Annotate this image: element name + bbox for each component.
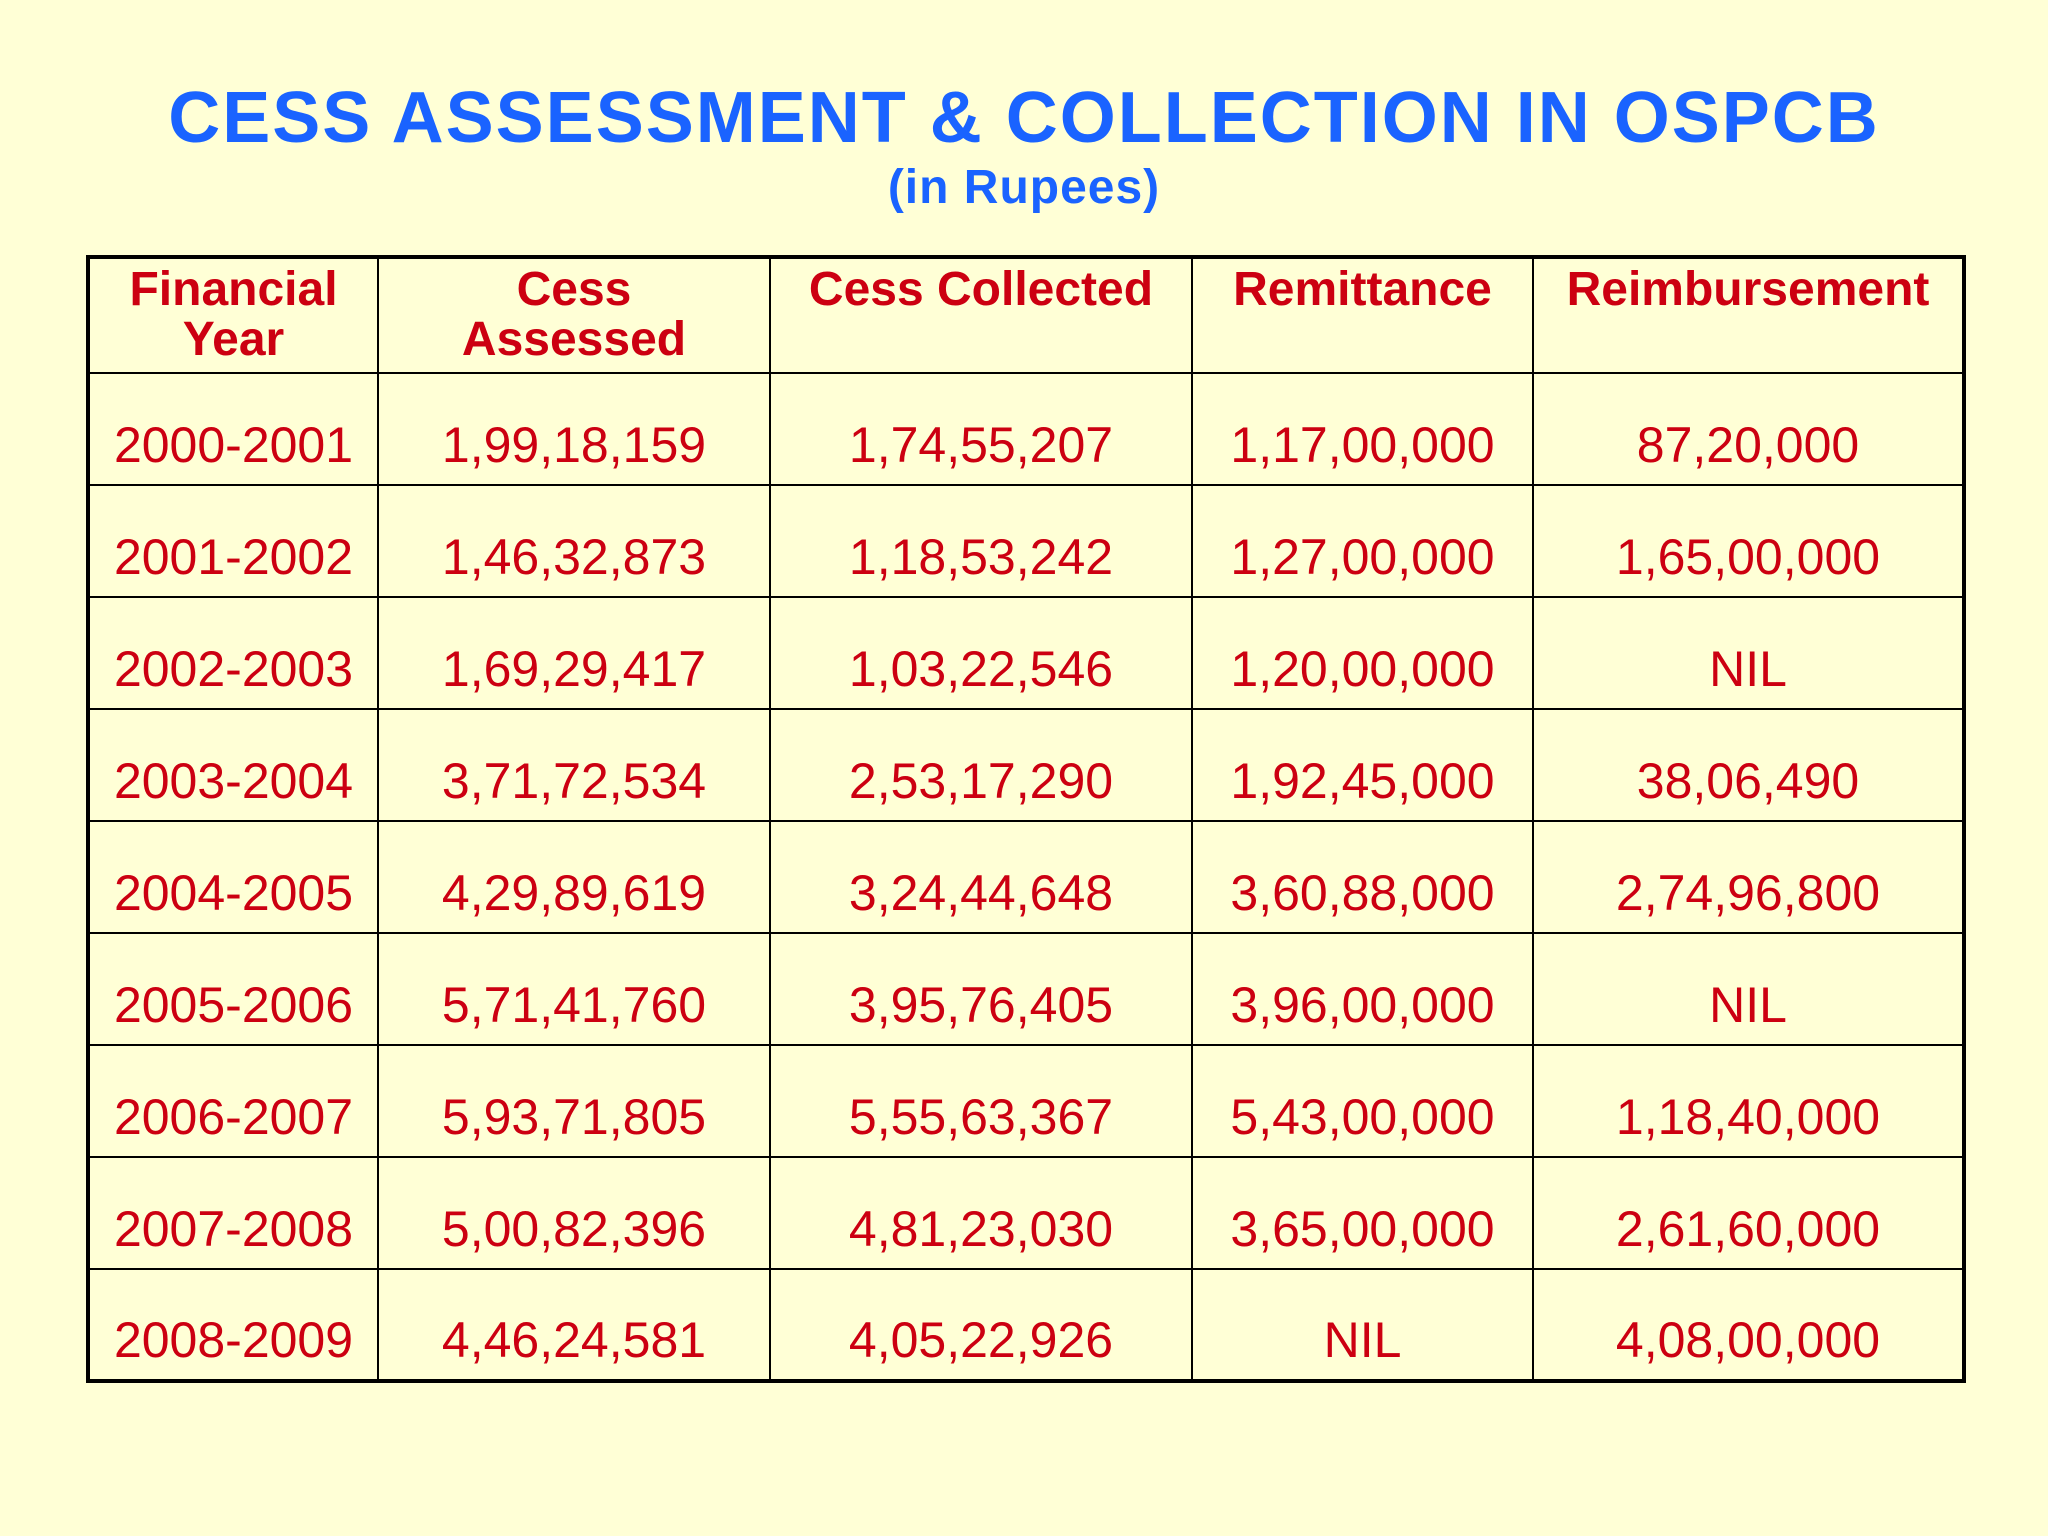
- header-line: Financial: [129, 263, 338, 316]
- cell-remittance: 3,60,88,000: [1192, 821, 1533, 933]
- cell-cess-collected: 2,53,17,290: [770, 709, 1192, 821]
- cell-cess-collected: 5,55,63,367: [770, 1045, 1192, 1157]
- cell-cess-assessed: 4,46,24,581: [378, 1269, 770, 1381]
- table-row: [88, 485, 1964, 597]
- table-row: [88, 709, 1964, 821]
- page-title: CESS ASSESSMENT & COLLECTION IN OSPCB: [168, 78, 1880, 158]
- cell-remittance: 3,65,00,000: [1192, 1157, 1533, 1269]
- cell-cess-collected: 1,18,53,242: [770, 485, 1192, 597]
- cell-cess-assessed: 5,71,41,760: [378, 933, 770, 1045]
- cell-reimbursement: 2,61,60,000: [1533, 1157, 1964, 1269]
- cell-cess-collected: 4,81,23,030: [770, 1157, 1192, 1269]
- cell-financial-year: 2007-2008: [88, 1157, 378, 1269]
- cell-cess-assessed: 1,69,29,417: [378, 597, 770, 709]
- cell-cess-assessed: 1,46,32,873: [378, 485, 770, 597]
- cell-financial-year: 2001-2002: [88, 485, 378, 597]
- cell-remittance: 5,43,00,000: [1192, 1045, 1533, 1157]
- header-line: Assessed: [461, 313, 687, 366]
- cell-cess-assessed: 1,99,18,159: [378, 373, 770, 485]
- cell-reimbursement: 1,18,40,000: [1533, 1045, 1964, 1157]
- page-subtitle: (in Rupees): [887, 161, 1161, 214]
- cell-remittance: 1,17,00,000: [1192, 373, 1533, 485]
- table-row: [88, 597, 1964, 709]
- cell-cess-assessed: 4,29,89,619: [378, 821, 770, 933]
- table-row: [88, 821, 1964, 933]
- cell-reimbursement: 38,06,490: [1533, 709, 1964, 821]
- header-line: Cess Collected: [808, 263, 1154, 316]
- cell-remittance: 1,20,00,000: [1192, 597, 1533, 709]
- cell-cess-collected: 1,03,22,546: [770, 597, 1192, 709]
- cell-cess-collected: 4,05,22,926: [770, 1269, 1192, 1381]
- header-line: Remittance: [1233, 263, 1492, 316]
- table-row: [88, 1269, 1964, 1381]
- header-cess-collected: [770, 257, 1192, 373]
- cell-remittance: 1,27,00,000: [1192, 485, 1533, 597]
- cell-reimbursement: 2,74,96,800: [1533, 821, 1964, 933]
- header-line: Reimbursement: [1566, 263, 1930, 316]
- header-line: Cess: [516, 263, 632, 316]
- cell-cess-assessed: 5,00,82,396: [378, 1157, 770, 1269]
- cell-financial-year: 2003-2004: [88, 709, 378, 821]
- header-remittance: [1192, 257, 1533, 373]
- header-cess-assessed: [378, 257, 770, 373]
- cell-cess-collected: 3,24,44,648: [770, 821, 1192, 933]
- table-row: [88, 1045, 1964, 1157]
- cell-financial-year: 2006-2007: [88, 1045, 378, 1157]
- header-reimbursement: [1533, 257, 1964, 373]
- table-row: [88, 1157, 1964, 1269]
- table-row: [88, 373, 1964, 485]
- cell-cess-assessed: 5,93,71,805: [378, 1045, 770, 1157]
- table-header-row: [88, 257, 1964, 373]
- cell-cess-collected: 1,74,55,207: [770, 373, 1192, 485]
- cess-table: [86, 255, 1966, 1383]
- cell-reimbursement: NIL: [1533, 597, 1964, 709]
- cell-financial-year: 2002-2003: [88, 597, 378, 709]
- cell-cess-collected: 3,95,76,405: [770, 933, 1192, 1045]
- table-row: [88, 933, 1964, 1045]
- cell-remittance: 1,92,45,000: [1192, 709, 1533, 821]
- cell-remittance: NIL: [1192, 1269, 1533, 1381]
- cell-financial-year: 2000-2001: [88, 373, 378, 485]
- cell-reimbursement: 1,65,00,000: [1533, 485, 1964, 597]
- cell-reimbursement: NIL: [1533, 933, 1964, 1045]
- header-financial-year: [88, 257, 378, 373]
- cell-financial-year: 2005-2006: [88, 933, 378, 1045]
- table-body: [88, 373, 1964, 1381]
- cell-reimbursement: 87,20,000: [1533, 373, 1964, 485]
- cell-cess-assessed: 3,71,72,534: [378, 709, 770, 821]
- cell-financial-year: 2004-2005: [88, 821, 378, 933]
- cell-remittance: 3,96,00,000: [1192, 933, 1533, 1045]
- cell-financial-year: 2008-2009: [88, 1269, 378, 1381]
- cell-reimbursement: 4,08,00,000: [1533, 1269, 1964, 1381]
- header-line: Year: [182, 313, 285, 366]
